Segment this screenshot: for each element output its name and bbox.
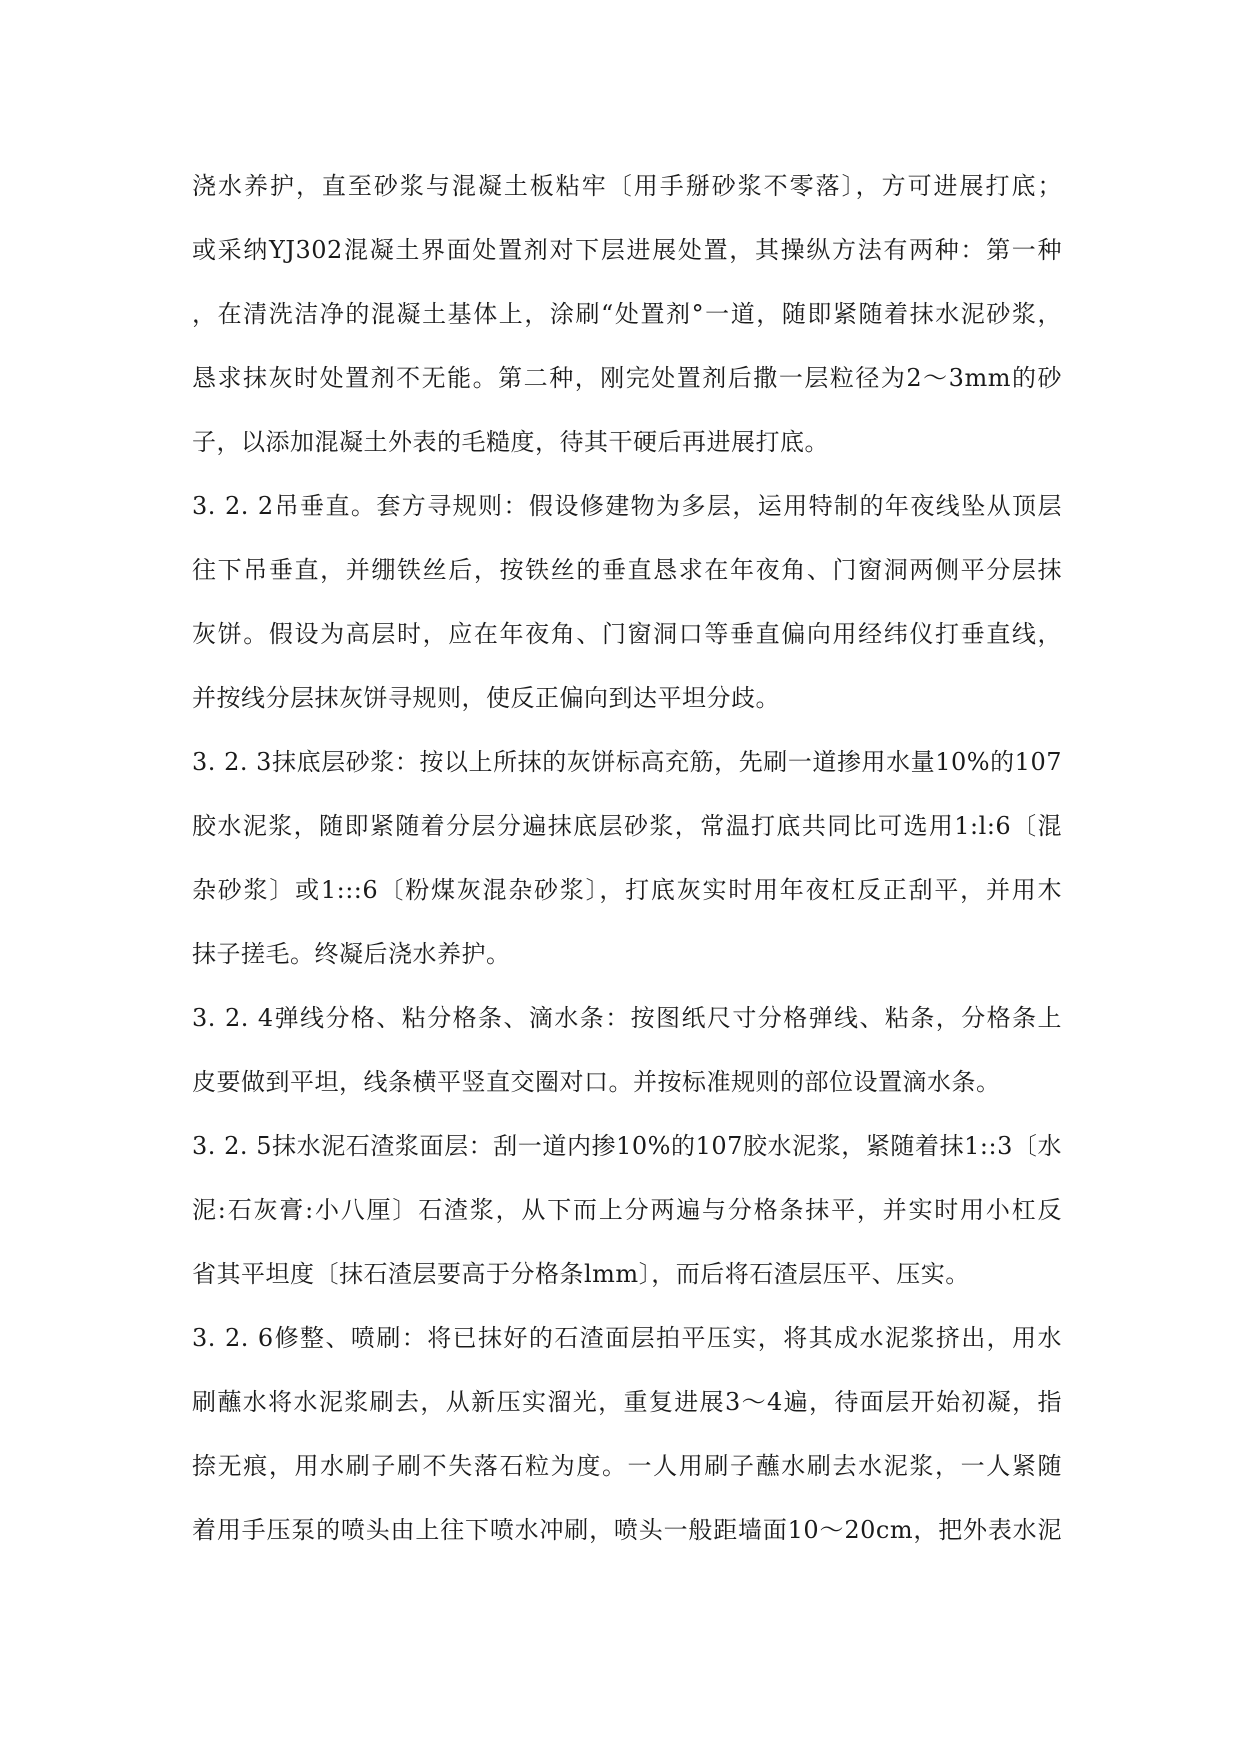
text-line: 浇水养护，直至砂浆与混凝土板粘牢〔用手掰砂浆不零落〕，方可进展打底； [192,172,1062,200]
text-line: 捺无痕，用水刷子刷不失落石粒为度。一人用刷子蘸水刷去水泥浆，一人紧随 [192,1452,1062,1480]
text-line: 抹子搓毛。终凝后浇水养护。 [192,940,511,968]
text-line: 泥:石灰膏:小八厘〕石渣浆，从下而上分两遍与分格条抹平，并实时用小杠反 [192,1196,1062,1224]
text-line: 或采纳YJ302混凝土界面处置剂对下层进展处置，其操纵方法有两种：第一种 [192,236,1062,264]
text-line: 并按线分层抹灰饼寻规则，使反正偏向到达平坦分歧。 [192,684,780,712]
body-text [192,162,1062,1570]
text-line: 3. 2. 5抹水泥石渣浆面层：刮一道内掺10%的107胶水泥浆，紧随着抹1::3〔水 [192,1132,1062,1160]
text-line: 恳求抹灰时处置剂不无能。第二种，刚完处置剂后撒一层粒径为2～3mm的砂 [192,364,1062,392]
text-line: 杂砂浆〕或1:::6〔粉煤灰混杂砂浆〕，打底灰实时用年夜杠反正刮平，并用木 [192,876,1062,904]
text-line: 胶水泥浆，随即紧随着分层分遍抹底层砂浆，常温打底共同比可选用1:l:6〔混 [192,812,1062,840]
text-line: 刷蘸水将水泥浆刷去，从新压实溜光，重复进展3～4遍，待面层开始初凝，指 [192,1388,1062,1416]
text-line: 着用手压泵的喷头由上往下喷水冲刷，喷头一般距墙面10～20cm，把外表水泥 [192,1516,1062,1544]
text-line: 3. 2. 3抹底层砂浆：按以上所抹的灰饼标高充筋，先刷一道掺用水量10%的107 [192,748,1062,776]
text-line: 子，以添加混凝土外表的毛糙度，待其干硬后再进展打底。 [192,428,829,456]
text-line: 3. 2. 4弹线分格、粘分格条、滴水条：按图纸尺寸分格弹线、粘条，分格条上 [192,1004,1062,1032]
text-line: 3. 2. 2吊垂直。套方寻规则：假设修建物为多层，运用特制的年夜线坠从顶层 [192,492,1062,520]
text-line: 往下吊垂直，并绷铁丝后，按铁丝的垂直恳求在年夜角、门窗洞两侧平分层抹 [192,556,1062,584]
text-line: 省其平坦度〔抹石渣层要高于分格条lmm〕，而后将石渣层压平、压实。 [192,1260,970,1288]
text-line: 3. 2. 6修整、喷刷：将已抹好的石渣面层拍平压实，将其成水泥浆挤出，用水 [192,1324,1062,1352]
text-line: 灰饼。假设为高层时，应在年夜角、门窗洞口等垂直偏向用经纬仪打垂直线， [192,620,1062,648]
text-line: ，在清洗洁净的混凝土基体上，涂刷“处置剂°一道，随即紧随着抹水泥砂浆， [192,300,1062,328]
text-line: 皮要做到平坦，线条横平竖直交圈对口。并按标准规则的部位设置滴水条。 [192,1068,1001,1096]
